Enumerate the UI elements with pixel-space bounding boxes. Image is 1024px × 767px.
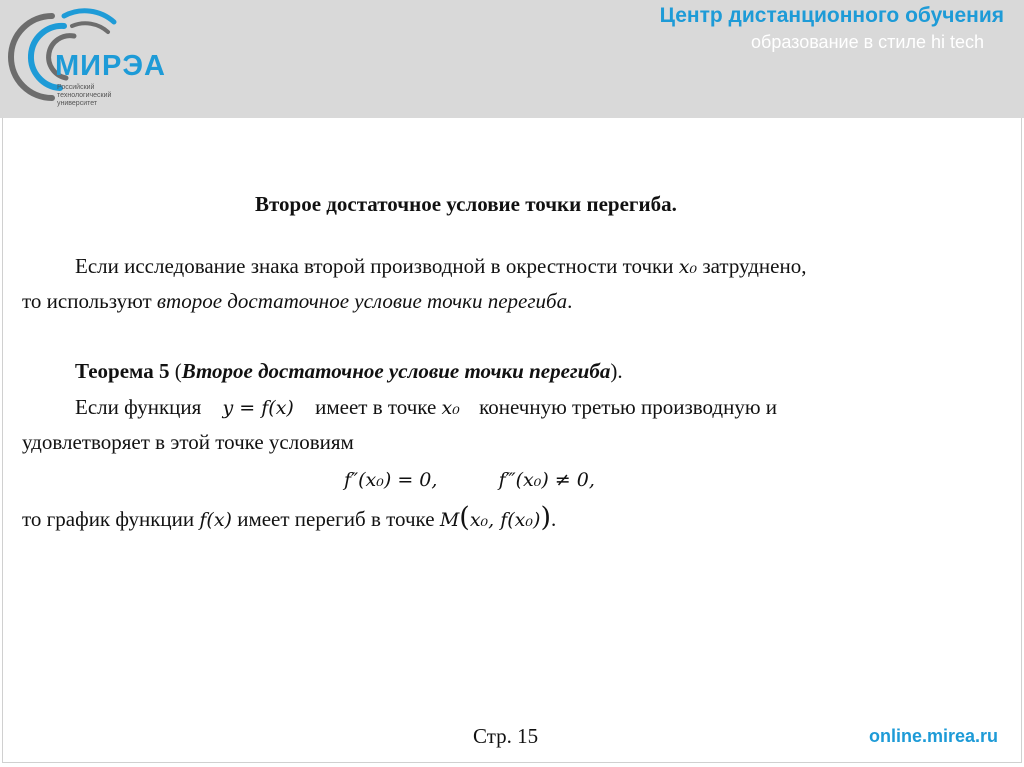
slide-heading: Второе достаточное условие точки перегиба. [255, 192, 677, 216]
condition-2: f‴(x₀) ≠ 0, [498, 469, 595, 491]
p2-italic: второе достаточное условие точки перегиба [156, 289, 568, 313]
condition-1: f″(x₀) = 0, [344, 469, 438, 491]
p3-text-a: Если функция [75, 395, 202, 419]
p5-text-b: имеет перегиб в точке [237, 507, 435, 531]
page-number: Стр. 15 [473, 724, 539, 748]
paragraph-line-4: удовлетворяет в этой точке условиям [22, 430, 354, 454]
p5-end: . [550, 507, 557, 531]
p3-text-c: конечную третью производную и [479, 395, 778, 419]
center-title: Центр дистанционного обучения [659, 4, 1004, 27]
center-tagline: образование в стиле hi tech [751, 32, 984, 52]
p5-m: M [439, 509, 460, 531]
theorem-close: ). [610, 359, 623, 383]
logo-subtitle: Российский технологический университет [57, 84, 112, 107]
theorem-name: Второе достаточное условие точки перегиба [181, 359, 611, 383]
p3-text-b: имеет в точке [315, 395, 437, 419]
p5-text-a: то график функции [22, 507, 195, 531]
p1-text-a: Если исследование знака второй производной в окрестности точки [75, 254, 674, 278]
header-band [0, 0, 1024, 118]
paragraph-line-2 [22, 289, 572, 313]
theorem-line [75, 359, 623, 383]
p1-x0: x₀ [678, 256, 698, 278]
theorem-open: ( [174, 359, 182, 383]
p3-x0: x₀ [441, 397, 460, 419]
paragraph-line-5 [22, 502, 557, 533]
conditions-line [344, 467, 595, 492]
p5-fx: f(x) [199, 509, 232, 531]
p2-end: . [567, 289, 573, 313]
p5-args: x₀, f(x₀) [469, 509, 541, 531]
paragraph-line-3 [75, 395, 777, 420]
p2-text-a: то используют [22, 289, 152, 313]
p3-math: y = f(x) [222, 397, 294, 419]
p5-right-paren: ) [540, 502, 551, 533]
p5-left-paren: ( [459, 502, 470, 533]
theorem-label: Теорема 5 [75, 359, 170, 383]
paragraph-line-1 [75, 254, 806, 279]
logo-name: МИРЭА [55, 50, 166, 82]
site-url: online.mirea.ru [868, 726, 998, 746]
p1-text-b: затруднено, [702, 254, 807, 278]
